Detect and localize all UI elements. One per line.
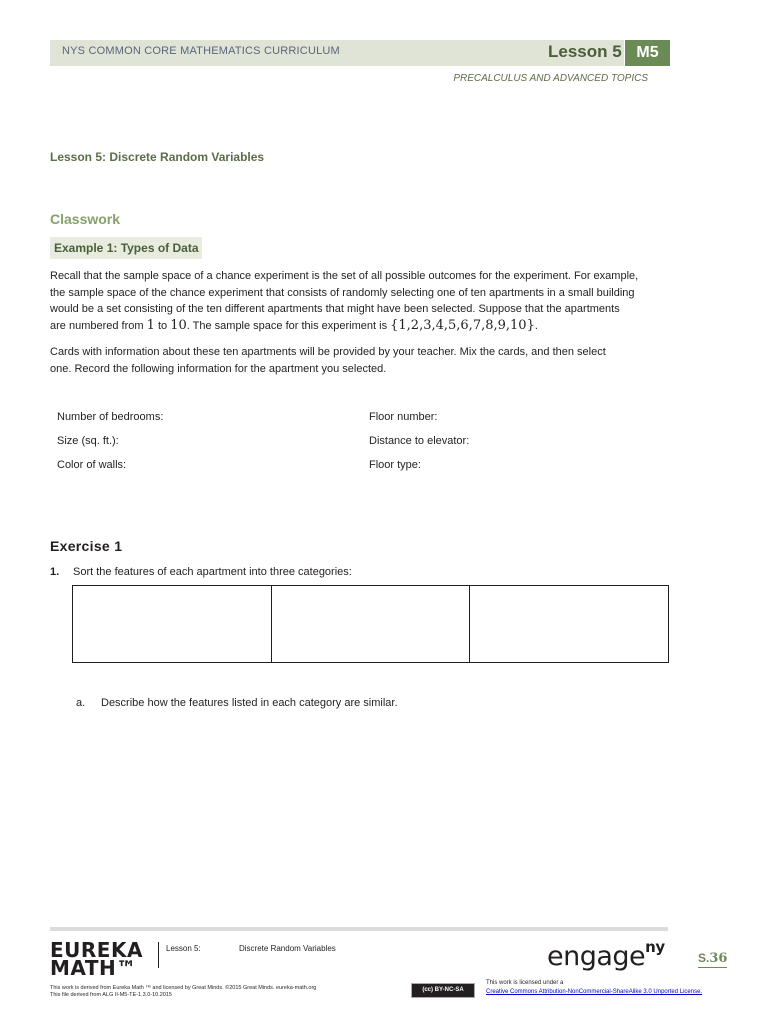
course-subtitle: PRECALCULUS AND ADVANCED TOPICS xyxy=(453,73,648,84)
field-floor-number: Floor number: xyxy=(369,411,438,423)
item-number: 1. xyxy=(50,566,60,578)
math-number: 10 xyxy=(170,317,187,333)
text-span: are numbered from xyxy=(50,319,147,332)
module-badge: M5 xyxy=(625,40,670,66)
license-link[interactable]: Creative Commons Attribution-NonCommercial-ShareAlike 3.0 Unported License. xyxy=(486,989,703,995)
curriculum-title: NYS COMMON CORE MATHEMATICS CURRICULUM xyxy=(62,45,340,57)
logo-line: MATH™ xyxy=(50,956,137,980)
footer-lesson: Lesson 5: xyxy=(166,944,201,953)
ny-text: ny xyxy=(645,938,665,956)
example-title: Example 1: Types of Data xyxy=(54,241,199,255)
footer-rule xyxy=(50,927,668,931)
lesson-title: Lesson 5: Discrete Random Variables xyxy=(50,150,265,164)
category-cell[interactable] xyxy=(470,586,669,663)
text-span: . xyxy=(534,319,538,332)
item-text: Sort the features of each apartment into three categories: xyxy=(73,566,352,578)
category-table xyxy=(72,585,669,663)
sample-space-set: {1,2,3,4,5,6,7,8,9,10} xyxy=(390,317,535,333)
paragraph-line: Recall that the sample space of a chance experiment is the set of all possible outcomes for the experiment. For example, xyxy=(50,270,639,282)
footer-lesson-title: Discrete Random Variables xyxy=(239,944,336,953)
eureka-math-logo xyxy=(50,938,143,980)
math-number: 1 xyxy=(146,317,155,333)
intro-paragraph xyxy=(50,268,674,334)
exercise-heading: Exercise 1 xyxy=(50,538,123,554)
sub-item-text: Describe how the features listed in each category are similar. xyxy=(101,697,398,709)
classwork-heading: Classwork xyxy=(50,211,121,227)
license-text: This work is licensed under a xyxy=(486,980,564,986)
header-lesson-label: Lesson 5 xyxy=(548,42,622,61)
paragraph-line: Cards with information about these ten apartments will be provided by your teacher. Mix the cards, and then select xyxy=(50,346,606,358)
table-row xyxy=(73,586,669,663)
field-floor-type: Floor type: xyxy=(369,459,421,471)
instructions-paragraph xyxy=(50,344,674,377)
paragraph-line: one. Record the following information for the apartment you selected. xyxy=(50,362,387,375)
file-notice: This file derived from ALG II-M5-TE-1.3.0-10.2015 xyxy=(50,992,172,998)
page-number xyxy=(698,951,727,968)
footer-divider xyxy=(158,942,159,968)
engage-text: engage xyxy=(547,941,646,972)
engageny-logo xyxy=(547,938,665,972)
text-span: to xyxy=(154,319,171,332)
paragraph-line: the sample space of the chance experiment that consists of randomly selecting one of ten apartments in a small building xyxy=(50,286,635,299)
category-cell[interactable] xyxy=(73,586,272,663)
field-wall-color: Color of walls: xyxy=(57,459,127,471)
sub-item-label: a. xyxy=(76,697,86,709)
page-prefix: S. xyxy=(698,951,710,965)
page-number-value: 36 xyxy=(709,951,728,966)
field-distance: Distance to elevator: xyxy=(369,435,470,447)
logo-line: EUREKA xyxy=(50,938,143,962)
category-cell[interactable] xyxy=(271,586,470,663)
text-span: . The sample space for this experiment is xyxy=(186,319,391,332)
derived-notice: This work is derived from Eureka Math ™ and licensed by Great Minds. ©2015 Great Minds. eureka-math.org xyxy=(50,985,317,991)
field-size: Size (sq. ft.): xyxy=(57,435,119,447)
paragraph-line xyxy=(50,318,674,335)
paragraph-line: would be a set consisting of the ten different apartments that might have been selected. Suppose that the apartments xyxy=(50,303,620,315)
field-bedrooms: Number of bedrooms: xyxy=(57,411,164,423)
cc-license-badge: (cc) BY-NC-SA xyxy=(411,983,475,998)
